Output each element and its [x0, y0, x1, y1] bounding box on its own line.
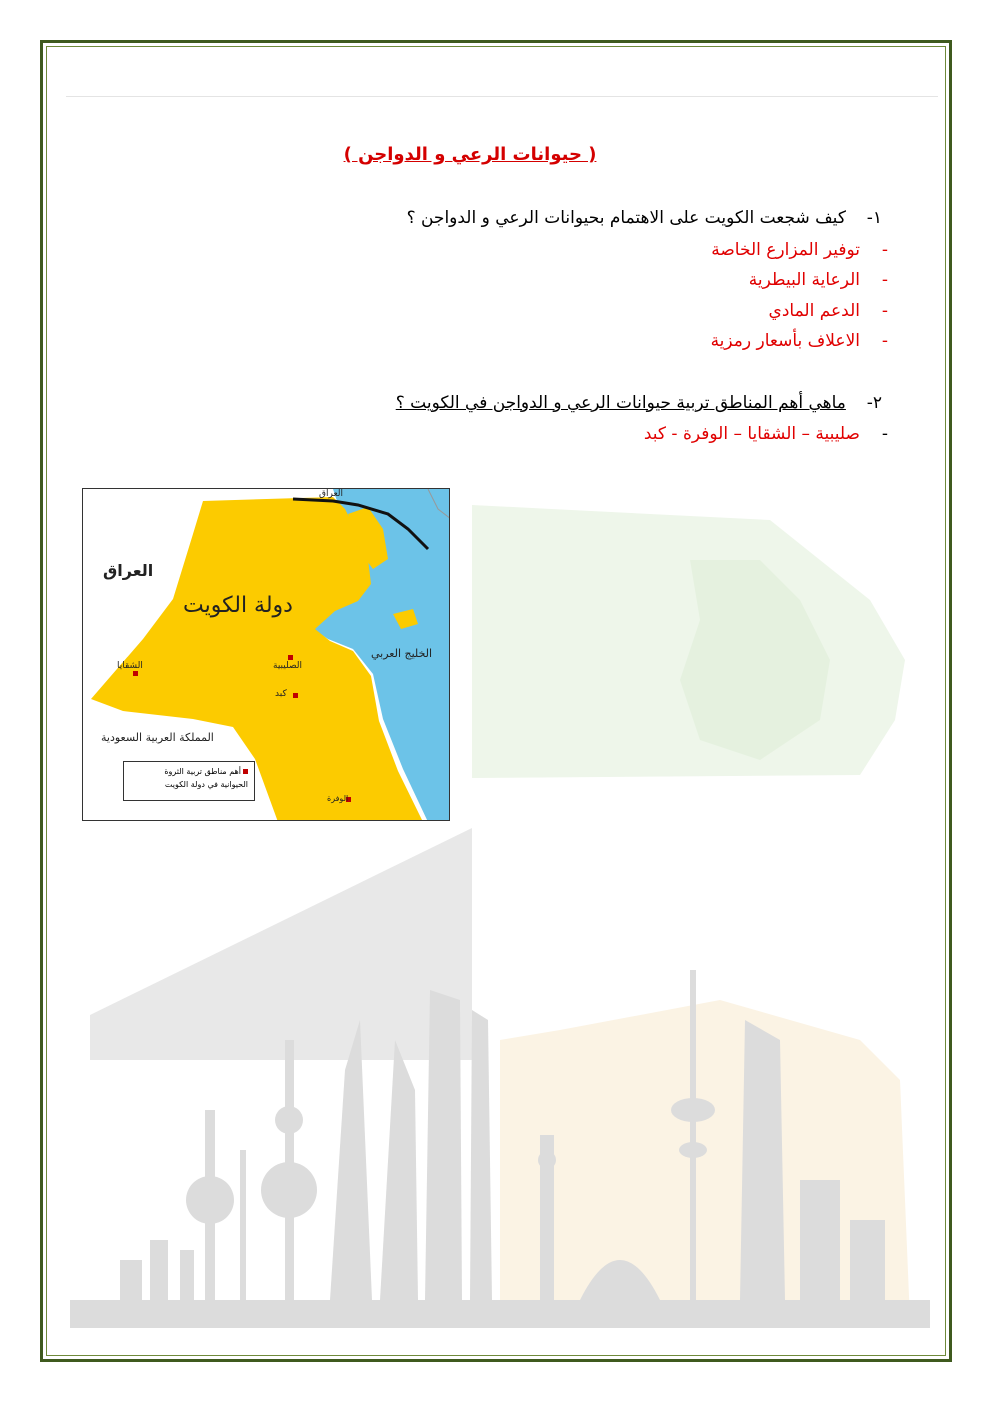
map-label-iraq: العراق	[103, 561, 154, 580]
map-marker	[133, 671, 138, 676]
legend-line-1: أهم مناطق تربية الثروة	[130, 765, 248, 778]
map-legend	[123, 761, 255, 801]
map-marker	[293, 693, 298, 698]
answer-1-item	[711, 331, 888, 351]
question-1	[407, 208, 882, 228]
bullet-dash: -	[881, 424, 888, 444]
answer-text: صليبية – الشقايا – الوفرة - كبد	[643, 424, 860, 444]
answer-text: توفير المزارع الخاصة	[711, 240, 860, 260]
legend-marker	[243, 769, 248, 774]
map-label-kabd: كبد	[275, 689, 287, 699]
answer-1-item	[749, 270, 888, 290]
question-1-number: ١-	[866, 208, 882, 228]
kuwait-map	[82, 488, 450, 821]
page-title: ( حيوانات الرعي و الدواجن )	[343, 144, 597, 165]
bullet-dash: -	[881, 270, 888, 290]
question-1-text: كيف شجعت الكويت على الاهتمام بحيوانات الرعي و الدواجن ؟	[406, 208, 846, 228]
map-marker	[288, 655, 293, 660]
map-label-kuwait: دولة الكويت	[183, 593, 293, 618]
map-label-wafra: الوفرة	[327, 794, 349, 803]
legend-line-2: الحيوانية في دولة الكويت	[164, 780, 248, 789]
bullet-dash: -	[881, 240, 888, 260]
map-label-iraq-top: العراق	[319, 489, 344, 499]
map-label-gulf: الخليج العربي	[371, 647, 433, 660]
answer-1-item	[711, 240, 888, 260]
answer-1-item	[769, 301, 888, 321]
question-2-number: ٢-	[866, 393, 882, 413]
answer-text: الدعم المادي	[768, 301, 860, 321]
map-label-sulaibiya: الصليبية	[273, 661, 302, 671]
bullet-dash: -	[881, 301, 888, 321]
map-label-saudi: المملكة العربية السعودية	[101, 731, 214, 744]
question-2	[396, 393, 882, 413]
map-label-shaqaya: الشقايا	[117, 661, 143, 671]
bullet-dash: -	[881, 331, 888, 351]
answer-text: الرعاية البيطرية	[748, 270, 860, 290]
answer-text: الاعلاف بأسعار رمزية	[710, 331, 860, 351]
header-rule	[66, 96, 938, 97]
question-2-text: ماهي أهم المناطق تربية حيوانات الرعي و الدواجن في الكويت ؟	[395, 393, 846, 413]
answer-2-item	[644, 424, 888, 444]
